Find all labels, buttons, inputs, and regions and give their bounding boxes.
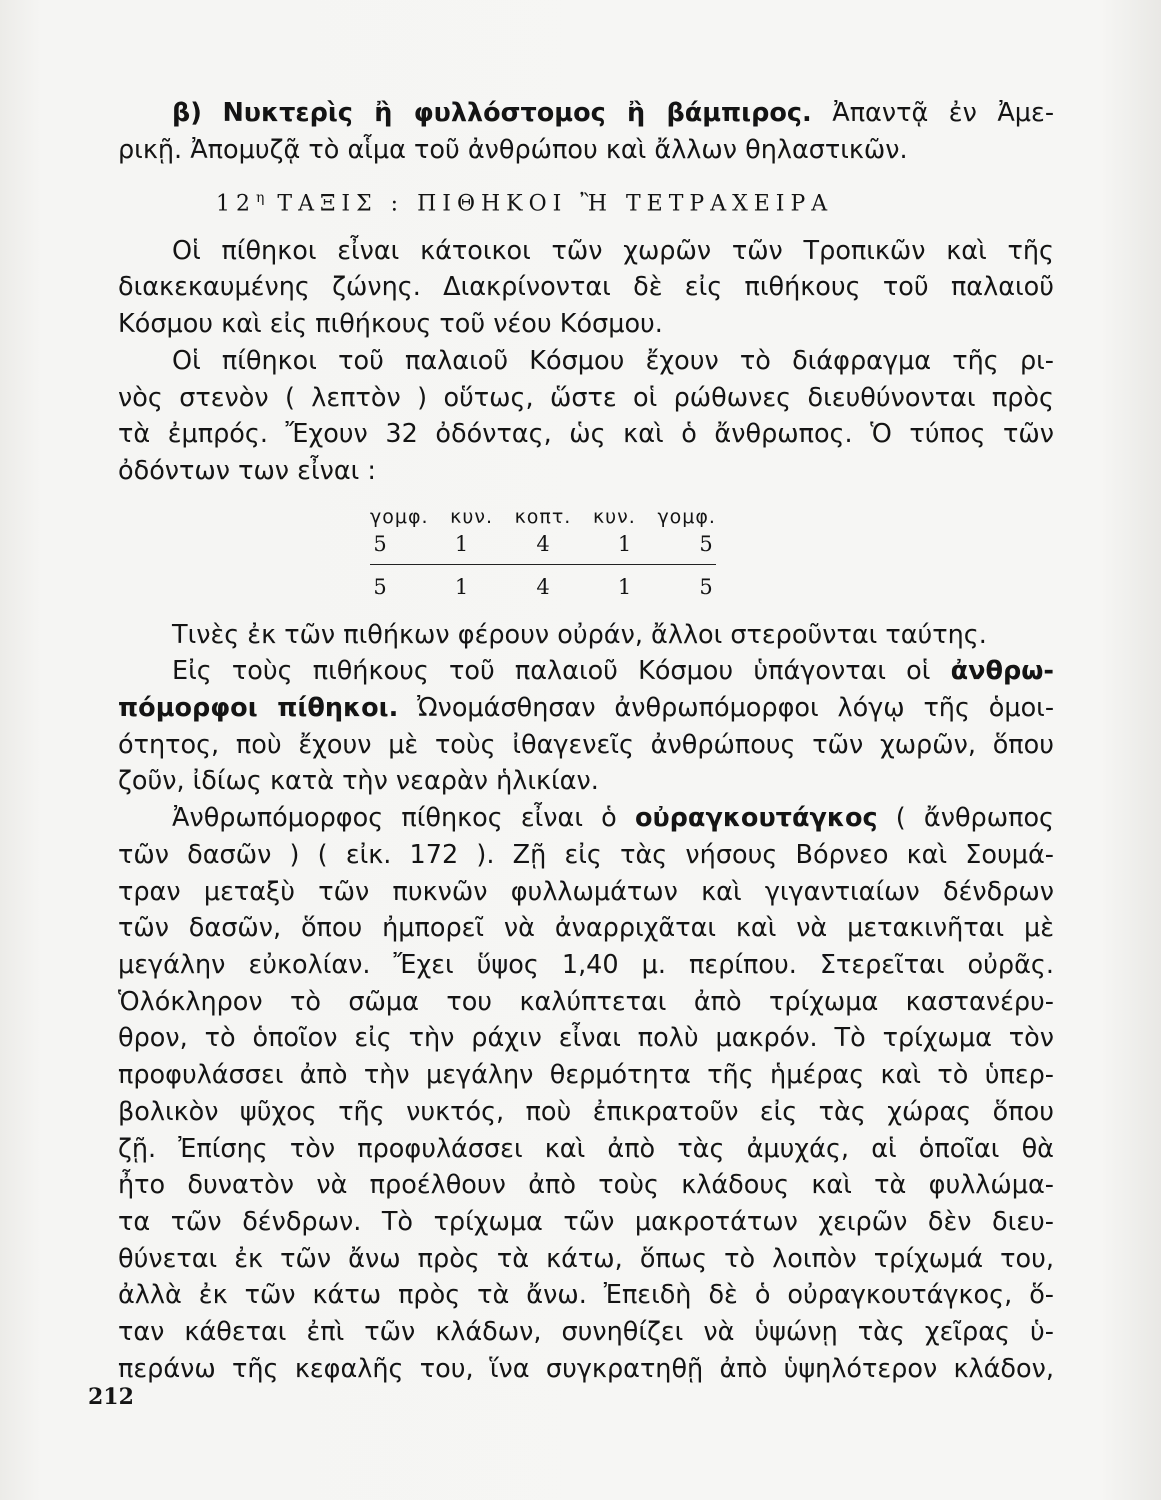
para4-line-1 [118, 653, 1054, 690]
para5-line: ἀλλὰ ἐκ τῶν κάτω πρὸς τὰ ἄνω. Ἐπειδὴ δὲ ὁ οὐραγκουτάγκος, ὅ- [118, 1280, 1054, 1311]
para5-text: ( ἄνθρωπος [895, 803, 1055, 834]
formula-value: 1 [617, 574, 632, 599]
section-title: ΤΑΞΙΣ : ΠΙΘΗΚΟΙ Ἢ ΤΕΤΡΑΧΕΙΡΑ [277, 191, 834, 217]
para5-line: Ὁλόκληρον τὸ σῶμα του καλύπτεται ἀπὸ τρίχωμα καστανέρυ- [118, 986, 1054, 1017]
formula-value: 5 [373, 531, 387, 556]
formula-header: γομφ. [370, 505, 429, 528]
formula-value: 5 [699, 531, 713, 556]
para5-line: θρον, τὸ ὁποῖον εἰς τὴν ράχιν εἶναι πολὺ μακρόν. Τὸ τρίχωμα τὸν [118, 1023, 1054, 1054]
para5-line: μεγάλην εὐκολίαν. Ἔχει ὕψος 1,40 μ. περίπου. Στερεῖται οὐρᾶς. [118, 949, 1054, 980]
para5-line: θύνεται ἐκ τῶν ἄνω πρὸς τὰ κάτω, ὅπως τὸ λοιπὸν τρίχωμά του, [118, 1243, 1054, 1274]
formula-header: γομφ. [657, 505, 716, 528]
para1-line: διακεκαυμένης ζώνης. Διακρίνονται δὲ εἰς πιθήκους τοῦ παλαιοῦ [118, 272, 1054, 303]
para3-line: Τινὲς ἐκ τῶν πιθήκων φέρουν οὐράν, ἄλλοι στεροῦνται ταύτης. [172, 619, 987, 650]
formula-header: κυν. [592, 505, 636, 528]
formula-value: 1 [454, 531, 469, 556]
formula-value: 1 [454, 574, 469, 599]
para5-line: τραν μεταξὺ τῶν πυκνῶν φυλλωμάτων καὶ γιγαντιαίων δένδρων [118, 876, 1054, 907]
para4-line: ότητος, ποὺ ἔχουν μὲ τοὺς ἰθαγενεῖς ἀνθρώπους τῶν χωρῶν, ὅπου [118, 729, 1054, 760]
para2-line: ὀδόντων των εἶναι : [118, 455, 376, 486]
section-number: 12 [216, 191, 256, 217]
bat-line-2: ρικῇ. Ἀπομυζᾷ τὸ αἷμα τοῦ ἀνθρώπου καὶ ἄλλων θηλαστικῶν. [118, 134, 908, 165]
dental-formula-lower [370, 573, 716, 601]
para4-line-2 [118, 690, 1054, 727]
formula-value: 5 [373, 574, 387, 599]
para4-text: Εἰς τοὺς πιθήκους τοῦ παλαιοῦ Κόσμου ὑπάγονται οἱ [172, 656, 931, 687]
para4-term: πόμορφοι πίθηκοι. [118, 693, 399, 724]
text-column [118, 95, 1054, 1387]
dental-formula [370, 504, 716, 601]
formula-header: κοπτ. [514, 505, 572, 528]
page-number: 212 [88, 1384, 134, 1410]
formula-value: 4 [536, 574, 550, 599]
section-number-suffix: η [256, 190, 265, 207]
dental-formula-headers [370, 504, 716, 530]
formula-value: 1 [617, 531, 632, 556]
bat-title: Νυκτερὶς ἢ φυλλόστομος ἢ βάμπιρος. [222, 98, 812, 128]
bat-text: Ἀπαντᾷ ἐν Ἀμε- [832, 98, 1055, 128]
formula-header: κυν. [450, 505, 493, 528]
para5-term: οὐραγκουτάγκος [634, 803, 878, 834]
para1-line: Οἱ πίθηκοι εἶναι κάτοικοι τῶν χωρῶν τῶν Τροπικῶν καὶ τῆς [172, 235, 1054, 266]
para5-line: βολικὸν ψῦχος τῆς νυκτός, ποὺ ἐπικρατοῦν εἰς τὰς χώρας ὅπου [118, 1096, 1054, 1127]
section-heading [216, 180, 1054, 222]
para4-term: ἀνθρω- [950, 656, 1054, 687]
para5-line: τα τῶν δένδρων. Τὸ τρίχωμα τῶν μακροτάτων χειρῶν δὲν διευ- [118, 1206, 1054, 1237]
para5-line: τῶν δασῶν, ὅπου ἠμπορεῖ νὰ ἀναρριχᾶται καὶ νὰ μετακινῆται μὲ [118, 913, 1054, 944]
formula-value: 4 [536, 531, 550, 556]
para5-line: προφυλάσσει ἀπὸ τὴν μεγάλην θερμότητα τῆς ἡμέρας καὶ τὸ ὑπερ- [118, 1060, 1054, 1091]
formula-divider [370, 564, 716, 565]
para4-line: ζοῦν, ἰδίως κατὰ τὴν νεαρὰν ἡλικίαν. [118, 766, 599, 797]
para5-line-1 [118, 800, 1054, 837]
dental-formula-upper [370, 530, 716, 558]
para2-line: νὸς στενὸν ( λεπτὸν ) οὕτως, ὥστε οἱ ρώθωνες διευθύνονται πρὸς [118, 382, 1054, 413]
para4-text: Ὠνομάσθησαν ἀνθρωπόμορφοι λόγῳ τῆς ὁμοι- [417, 693, 1055, 724]
para5-text: Ἀνθρωπόμορφος πίθηκος εἶναι ὁ [172, 803, 617, 834]
para2-line: τὰ ἐμπρός. Ἔχουν 32 ὀδόντας, ὡς καὶ ὁ ἄνθρωπος. Ὁ τύπος τῶν [118, 419, 1054, 450]
para1-line: Κόσμου καὶ εἰς πιθήκους τοῦ νέου Κόσμου. [118, 309, 663, 340]
para5-line: ζῇ. Ἐπίσης τὸν προφυλάσσει καὶ ἀπὸ τὰς ἀμυχάς, αἱ ὁποῖαι θὰ [118, 1133, 1054, 1164]
bat-label: β) [172, 98, 202, 128]
para5-line: τῶν δασῶν ) ( εἰκ. 172 ). Ζῇ εἰς τὰς νήσους Βόρνεο καὶ Σουμά- [118, 839, 1054, 870]
para2-line: Οἱ πίθηκοι τοῦ παλαιοῦ Κόσμου ἔχουν τὸ διάφραγμα τῆς ρι- [172, 345, 1054, 376]
para5-line: περάνω τῆς κεφαλῆς του, ἵνα συγκρατηθῇ ἀπὸ ὑψηλότερον κλάδον, [118, 1353, 1054, 1384]
formula-value: 5 [699, 574, 713, 599]
bat-line-1 [118, 95, 1054, 132]
para5-line: ἦτο δυνατὸν νὰ προέλθουν ἀπὸ τοὺς κλάδους καὶ τὰ φυλλώμα- [118, 1170, 1054, 1201]
para5-line: ταν κάθεται ἐπὶ τῶν κλάδων, συνηθίζει νὰ ὑψώνῃ τὰς χεῖρας ὑ- [118, 1317, 1054, 1348]
